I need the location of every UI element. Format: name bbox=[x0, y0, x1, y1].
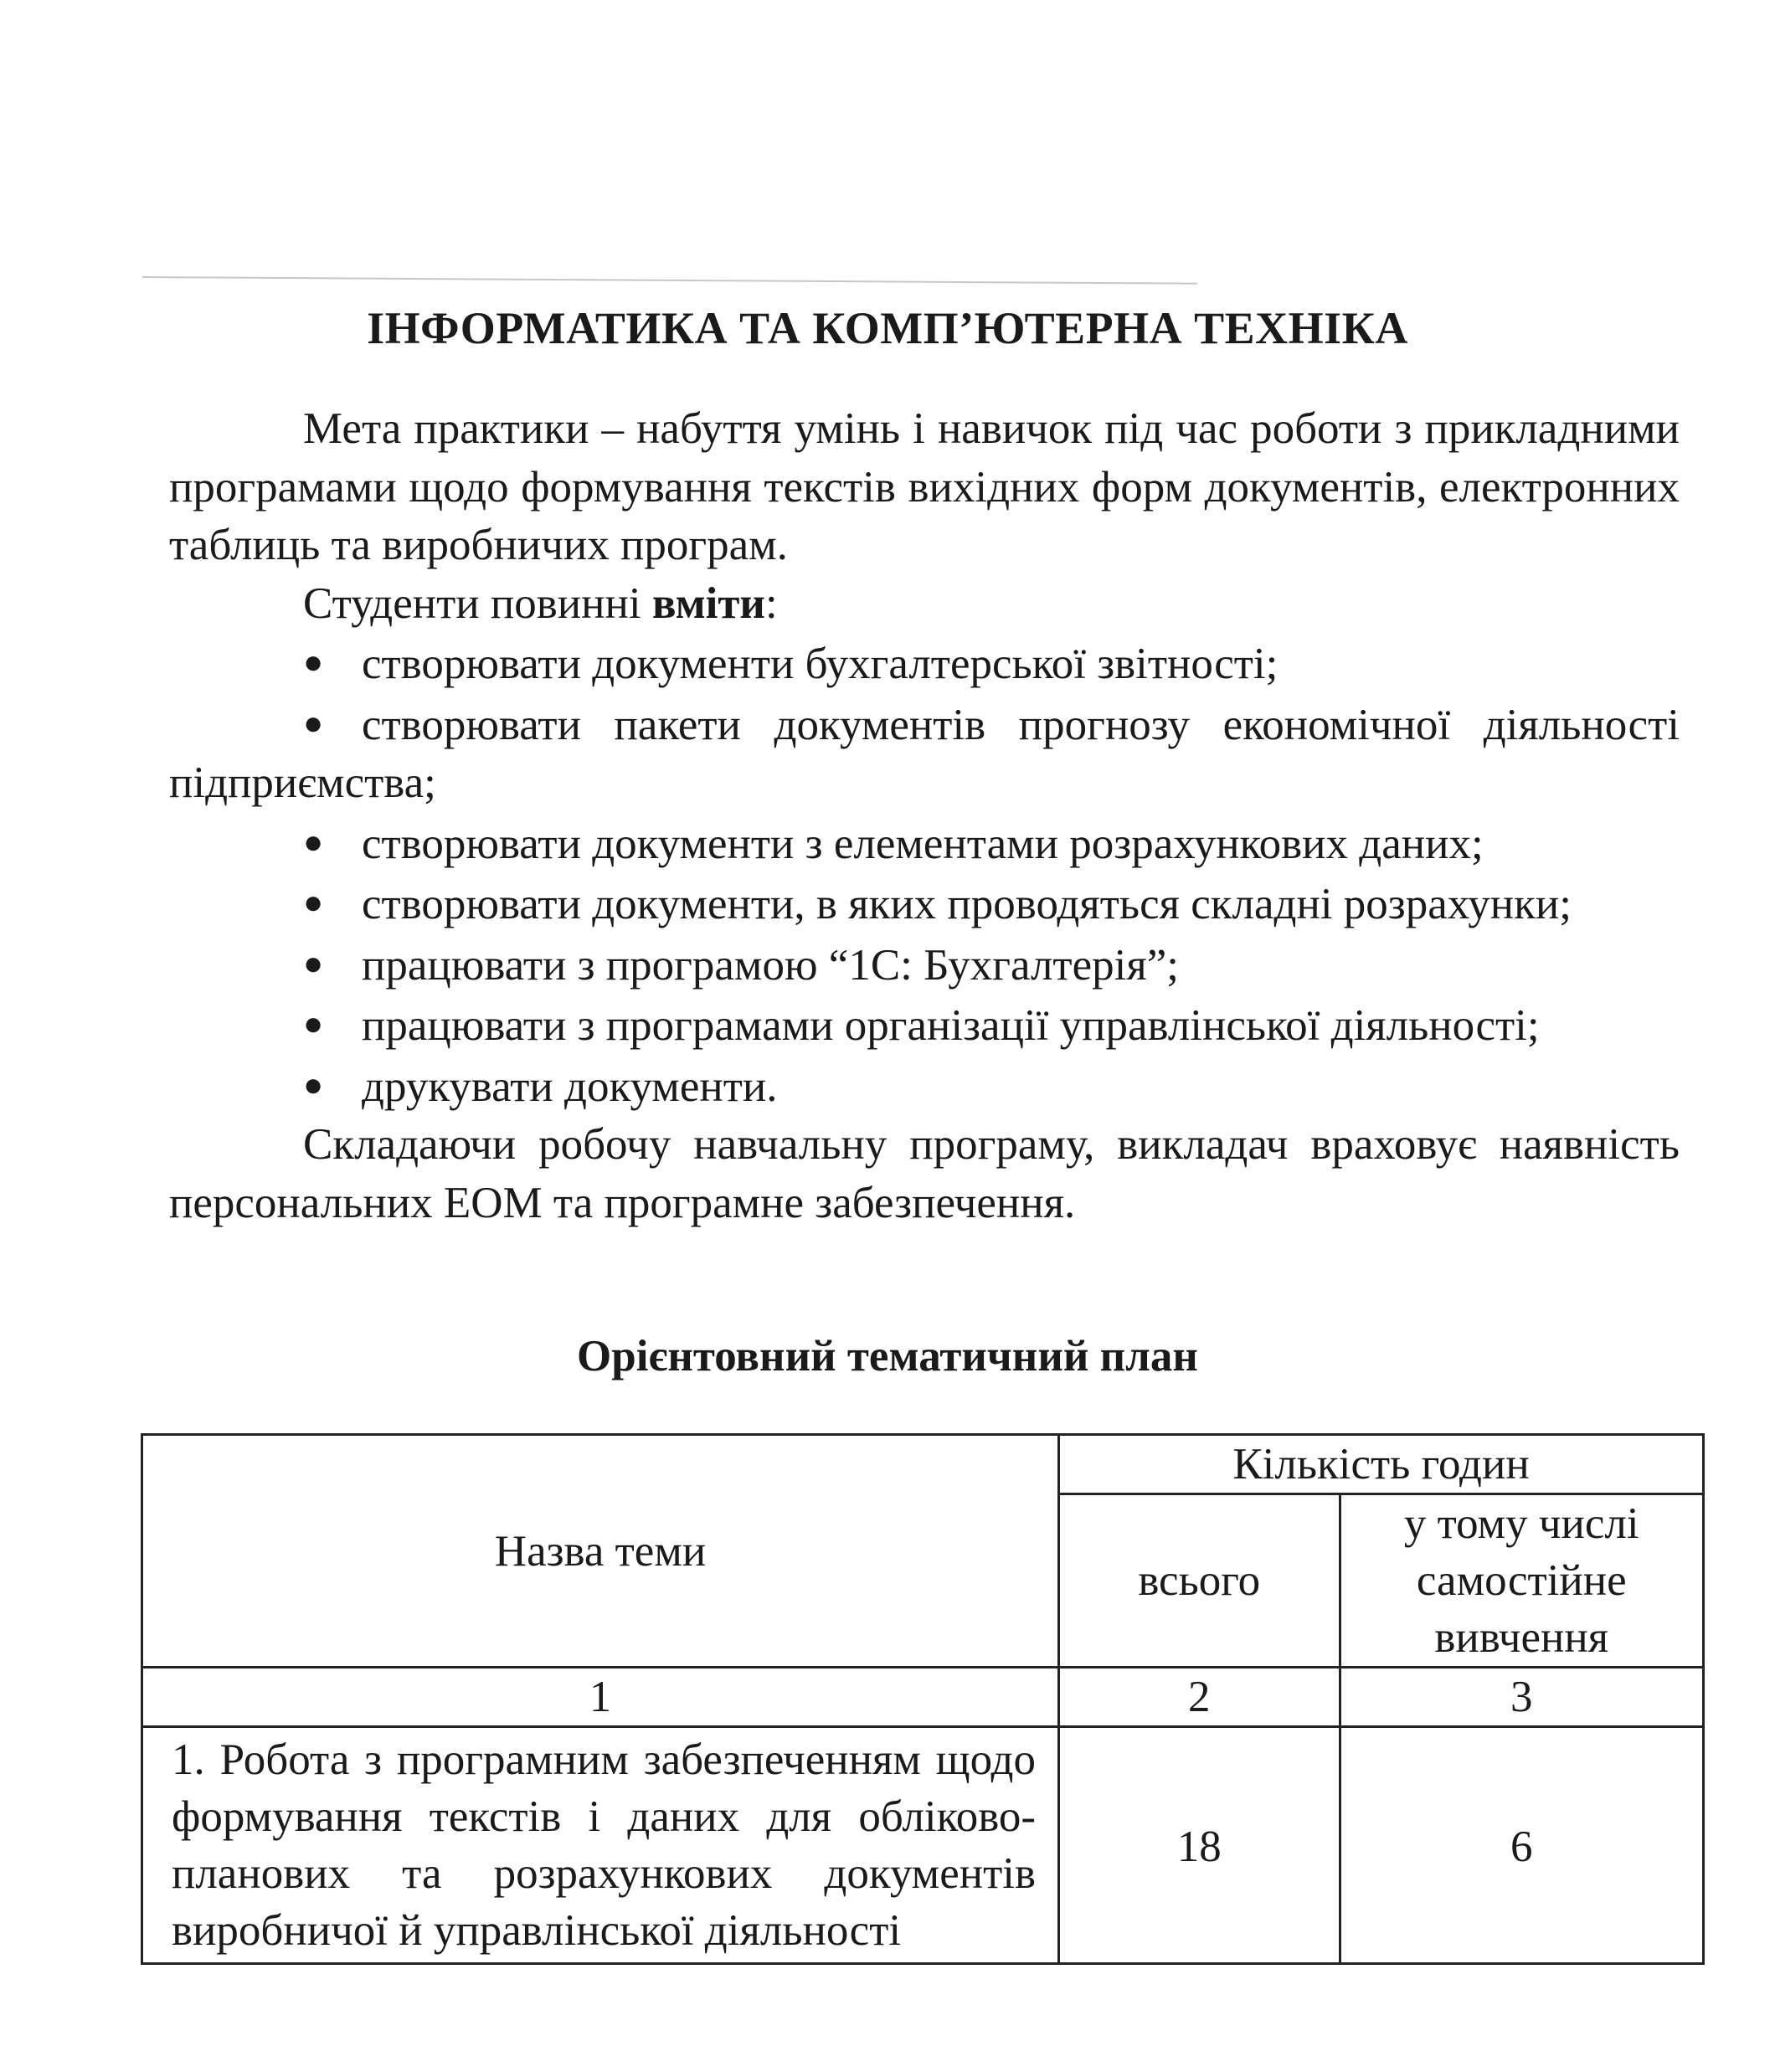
bullet-icon: ● bbox=[303, 643, 324, 681]
goal-paragraph: Мета практики – набуття умінь і навичок під час роботи з прикладними програмами щодо формування текстів вихідних форм документів, електронних таблиць та виробничих програм. bbox=[169, 404, 1680, 569]
scan-edge-line bbox=[142, 276, 1197, 285]
skills-lead: Студенти повинні bbox=[303, 578, 652, 628]
header-self-study-line: у тому числі bbox=[1403, 1499, 1639, 1548]
page-title: ІНФОРМАТИКА ТА КОМП’ЮТЕРНА ТЕХНІКА bbox=[367, 303, 1408, 353]
bullet-icon: ● bbox=[303, 822, 324, 861]
header-total: всього bbox=[1059, 1494, 1340, 1668]
thematic-plan-table bbox=[141, 1433, 1705, 1965]
bullet-text: працювати з програмами організації управлінської діяльності; bbox=[362, 1001, 1540, 1050]
bullet-item bbox=[169, 1056, 1680, 1117]
closing-paragraph: Складаючи робочу навчальну програму, викладач враховує наявність персональних ЕОМ та програмне забезпечення. bbox=[169, 1120, 1680, 1227]
plan-title: Орієнтовний тематичний план bbox=[577, 1332, 1198, 1380]
table-header-row bbox=[142, 1435, 1704, 1494]
self-study-hours-cell: 6 bbox=[1340, 1727, 1704, 1964]
total-hours-cell: 18 bbox=[1059, 1727, 1340, 1964]
header-self-study-line: вивчення bbox=[1434, 1613, 1609, 1662]
bullet-item bbox=[169, 633, 1680, 694]
bullet-item bbox=[169, 873, 1680, 934]
bullet-text: працювати з програмою “1С: Бухгалтерія”; bbox=[362, 940, 1179, 990]
bullet-item bbox=[169, 813, 1680, 874]
bullet-text: друкувати документи. bbox=[362, 1062, 778, 1111]
bullet-text: створювати документи, в яких проводяться складні розрахунки; bbox=[362, 880, 1572, 928]
column-number: 1 bbox=[142, 1668, 1059, 1727]
bullet-text: створювати пакети документів прогнозу економічної діяльності підприємства; bbox=[169, 700, 1680, 807]
column-number: 3 bbox=[1340, 1668, 1704, 1727]
table-row bbox=[142, 1727, 1704, 1964]
skills-tail: : bbox=[764, 578, 778, 628]
bullet-icon: ● bbox=[303, 703, 324, 742]
bullet-icon: ● bbox=[303, 883, 324, 921]
column-number-row bbox=[142, 1668, 1704, 1727]
bullet-item bbox=[169, 934, 1680, 995]
bullet-text: створювати документи з елементами розрахункових даних; bbox=[362, 819, 1484, 868]
bullet-icon: ● bbox=[303, 1065, 324, 1103]
header-topic: Назва теми bbox=[142, 1435, 1059, 1668]
column-number: 2 bbox=[1059, 1668, 1340, 1727]
topic-cell: 1. Робота з програмним забезпеченням щодо формування текстів і даних для обліково-планових та розрахункових документів виробничої й управлінської діяльності bbox=[142, 1727, 1059, 1964]
skills-bold: вміти bbox=[651, 578, 765, 628]
header-hours: Кількість годин bbox=[1059, 1435, 1704, 1494]
intro-text bbox=[169, 400, 1680, 1232]
skills-lead-paragraph bbox=[169, 575, 1680, 634]
bullet-icon: ● bbox=[303, 943, 324, 982]
header-self-study-line: самостійне bbox=[1416, 1556, 1627, 1605]
bullet-item bbox=[169, 694, 1680, 813]
bullet-item bbox=[169, 995, 1680, 1056]
header-self-study bbox=[1340, 1494, 1704, 1668]
bullet-icon: ● bbox=[303, 1005, 324, 1042]
bullet-text: створювати документи бухгалтерської звітності; bbox=[362, 640, 1279, 688]
